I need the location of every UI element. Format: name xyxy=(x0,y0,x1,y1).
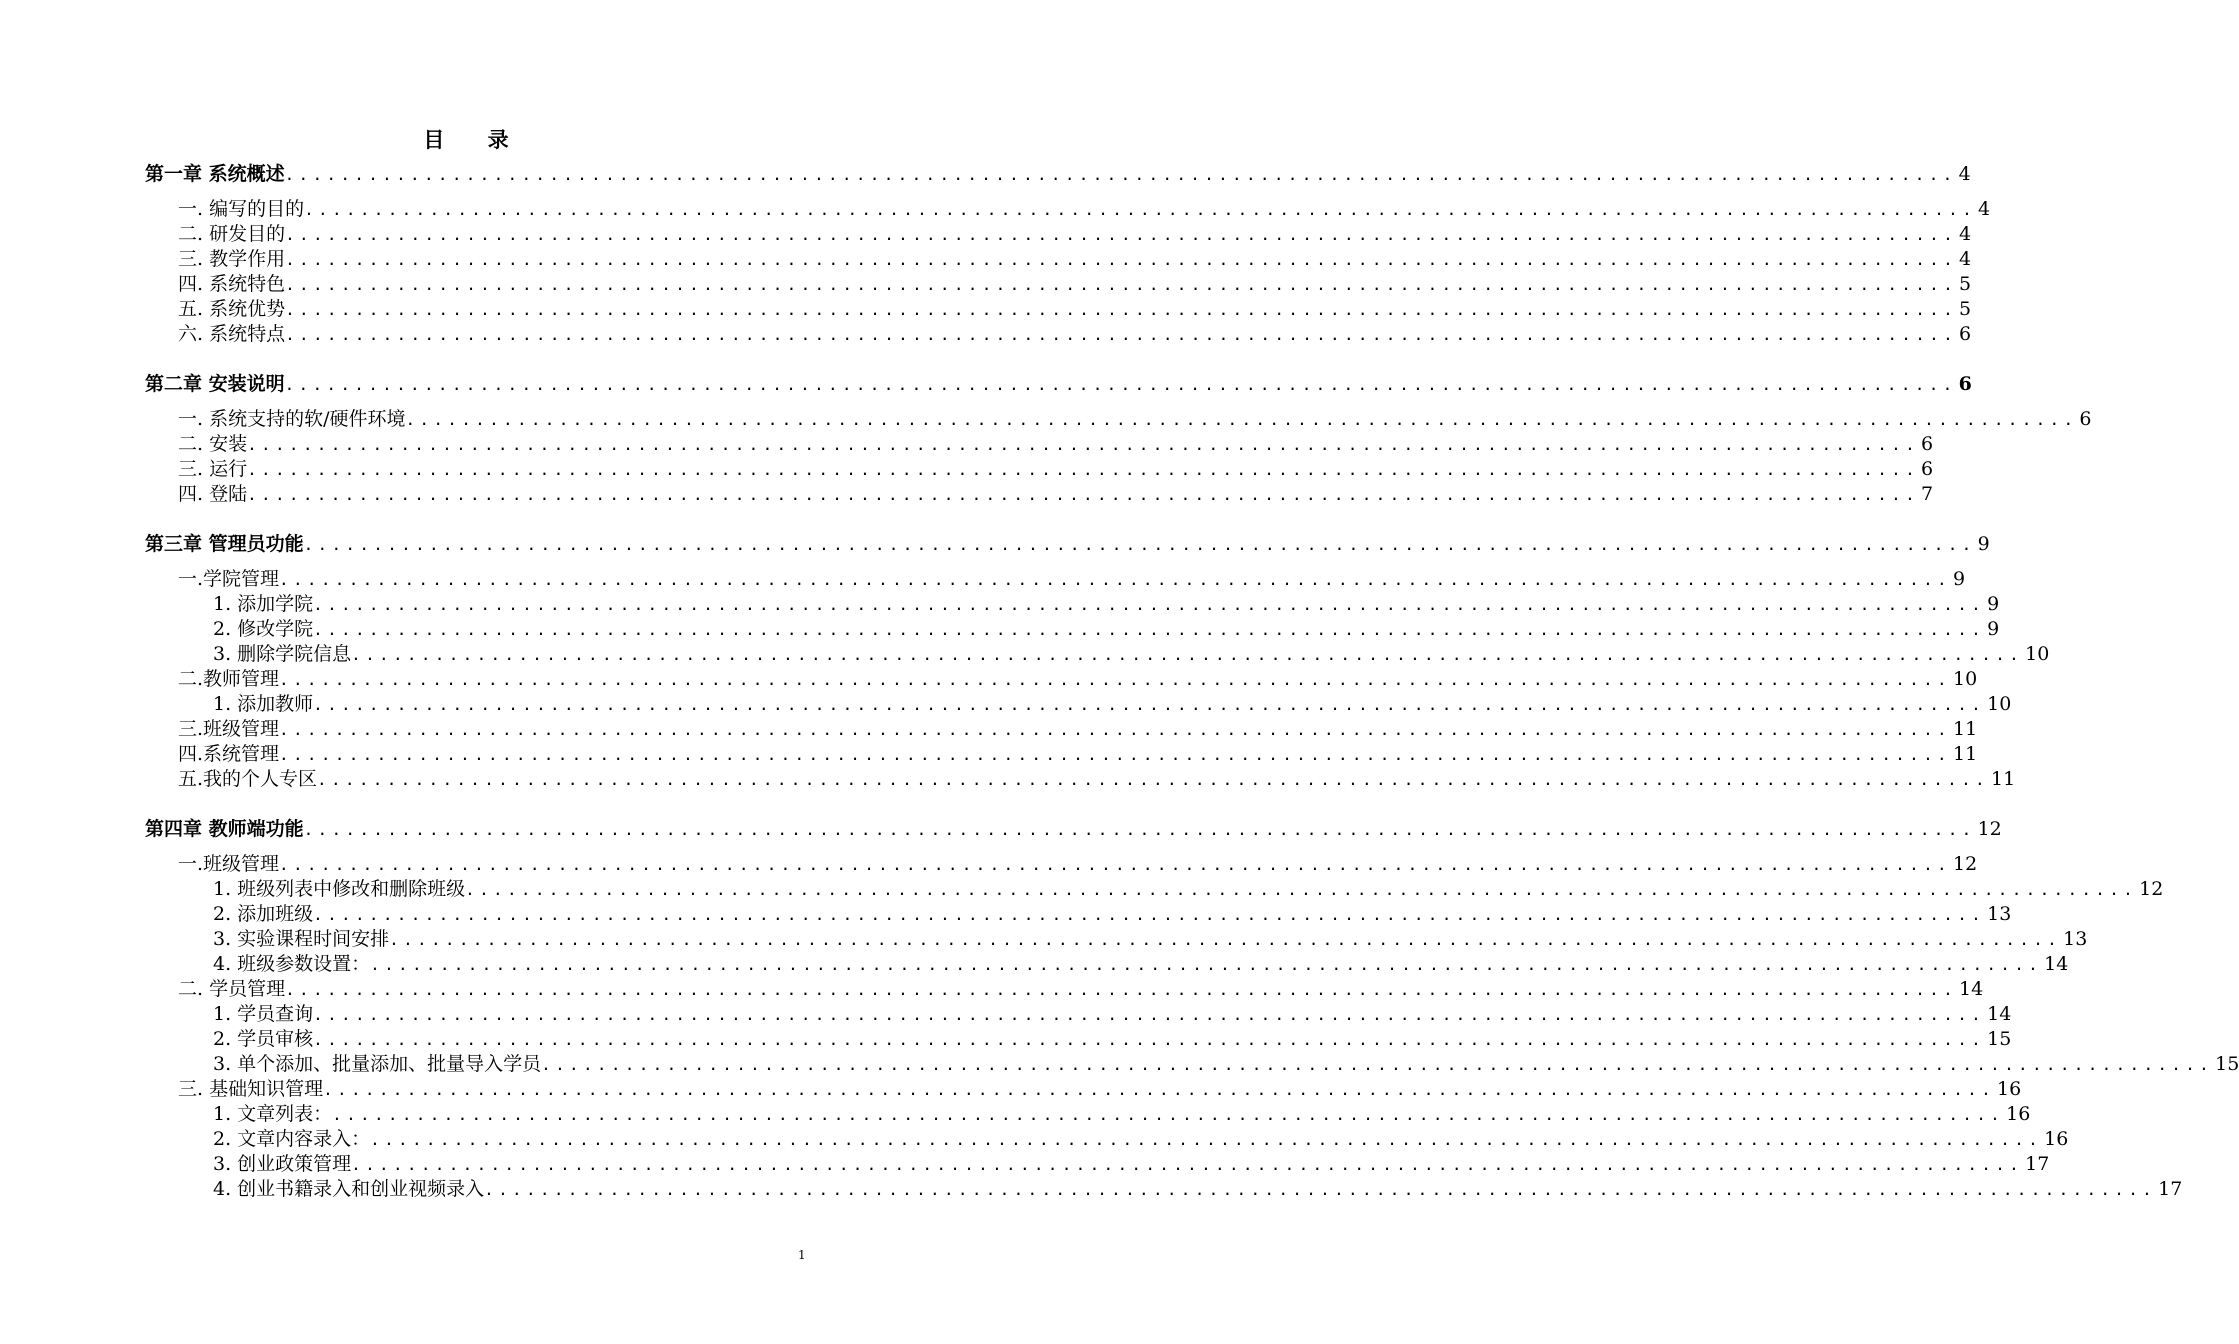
dot-leader: ........................................................................................................................ xyxy=(370,1130,2043,1149)
toc-entry-page: 10 xyxy=(1952,668,1978,690)
toc-entry-page: 14 xyxy=(1987,1003,2012,1025)
dot-leader: ........................................................................................................................ xyxy=(313,1030,1986,1049)
dot-leader: ........................................................................................................................ xyxy=(313,905,1986,924)
toc-entry-label: 四. 系统特色 xyxy=(178,273,286,295)
toc-entry xyxy=(213,1102,2031,1127)
toc-entry-label: 一. 系统支持的软/硬件环境 xyxy=(178,408,406,430)
dot-leader: ........................................................................................................................ xyxy=(247,460,1920,479)
toc-entry-page: 4 xyxy=(1958,163,1971,185)
toc-entry-label: 第二章 安装说明 xyxy=(145,373,285,395)
dot-leader: ........................................................................................................................ xyxy=(313,620,1986,639)
toc-entry xyxy=(178,1077,2022,1102)
toc-entry-page: 6 xyxy=(1921,458,1934,480)
toc-entry xyxy=(178,977,1984,1002)
toc-entry-label: 1. 添加学院 xyxy=(213,593,314,615)
dot-leader: ........................................................................................................................ xyxy=(351,645,2024,664)
toc-entry-page: 17 xyxy=(2158,1178,2183,1200)
dot-leader: ........................................................................................................................ xyxy=(279,720,1951,739)
toc-entry xyxy=(213,927,2088,952)
toc-entry xyxy=(178,567,1966,592)
dot-leader: ........................................................................................................................ xyxy=(313,1005,1986,1024)
toc-entry-page: 16 xyxy=(1997,1078,2022,1100)
toc-entry-label: 3. 实验课程时间安排 xyxy=(213,928,390,950)
toc-entry-page: 14 xyxy=(1959,978,1984,1000)
toc-entry-page: 6 xyxy=(1921,433,1934,455)
toc-entry-label: 二. 安装 xyxy=(178,433,248,455)
toc-entry-label: 五. 系统优势 xyxy=(178,298,286,320)
toc-entry-page: 13 xyxy=(1987,903,2012,925)
toc-entry xyxy=(178,272,1972,297)
dot-leader: ........................................................................................................................ xyxy=(279,670,1951,689)
dot-leader: ........................................................................................................................ xyxy=(285,325,1958,344)
toc-entry-label: 2. 修改学院 xyxy=(213,618,314,640)
toc-entry-label: 三. 运行 xyxy=(178,458,248,480)
toc-entry-page: 6 xyxy=(1959,323,1972,345)
toc-entry-label: 三.班级管理 xyxy=(178,718,280,740)
toc-entry-label: 3. 创业政策管理 xyxy=(213,1153,352,1175)
toc-entry-page: 10 xyxy=(2025,643,2050,665)
toc-entry-page: 17 xyxy=(2025,1153,2050,1175)
dot-leader: ........................................................................................................................ xyxy=(541,1055,2214,1074)
toc-entry-label: 1. 文章列表： xyxy=(213,1103,333,1125)
toc-chapter-entry xyxy=(145,372,1972,397)
dot-leader: ........................................................................................................................ xyxy=(285,225,1958,244)
toc-entry-page: 6 xyxy=(1958,373,1972,395)
toc-entry-label: 二.教师管理 xyxy=(178,668,280,690)
toc-entry xyxy=(178,742,1978,767)
toc-entry xyxy=(213,902,2012,927)
toc-entry-page: 9 xyxy=(1987,593,2000,615)
dot-leader: ........................................................................................................................ xyxy=(279,855,1951,874)
dot-leader: ........................................................................................................................ xyxy=(351,1155,2024,1174)
toc-entry xyxy=(213,952,2069,977)
toc-entry xyxy=(178,852,1978,877)
toc-entry xyxy=(213,592,2000,617)
toc-entry-label: 2. 添加班级 xyxy=(213,903,314,925)
toc-entry-label: 2. 文章内容录入： xyxy=(213,1128,371,1150)
dot-leader: ........................................................................................................................ xyxy=(323,1080,1996,1099)
dot-leader: ........................................................................................................................ xyxy=(370,955,2043,974)
toc-entry xyxy=(213,1027,2012,1052)
dot-leader: ........................................................................................................................ xyxy=(279,745,1951,764)
toc-entry xyxy=(213,692,2012,717)
toc-entry-label: 4. 班级参数设置： xyxy=(213,953,371,975)
toc-entry-page: 4 xyxy=(1959,248,1972,270)
dot-leader: ........................................................................................................................ xyxy=(285,250,1958,269)
toc-entry-label: 三. 教学作用 xyxy=(178,248,286,270)
toc-entry-label: 1. 班级列表中修改和删除班级 xyxy=(213,878,466,900)
dot-leader: ........................................................................................................................ xyxy=(317,770,1989,789)
dot-leader: ........................................................................................................................ xyxy=(313,595,1986,614)
toc-entry-label: 一.学院管理 xyxy=(178,568,280,590)
toc-entry-page: 12 xyxy=(1977,818,2002,840)
dot-leader: ........................................................................................................................ xyxy=(304,200,1977,219)
toc-entry-label: 第三章 管理员功能 xyxy=(145,533,304,555)
toc-entry-label: 二. 研发目的 xyxy=(178,223,286,245)
toc-entry xyxy=(213,617,2000,642)
toc-entry-label: 1. 学员查询 xyxy=(213,1003,314,1025)
dot-leader: ........................................................................................................................ xyxy=(465,880,2138,899)
dot-leader: ........................................................................................................................ xyxy=(332,1105,2005,1124)
toc-entry-page: 11 xyxy=(1952,743,1978,765)
toc-entry-label: 3. 单个添加、批量添加、批量导入学员 xyxy=(213,1053,542,1075)
toc-entry-label: 六. 系统特点 xyxy=(178,323,286,345)
toc-entry xyxy=(213,642,2050,667)
toc-entry-page: 9 xyxy=(1952,568,1966,590)
toc-entry-page: 14 xyxy=(2044,953,2069,975)
toc-entry xyxy=(213,1152,2050,1177)
dot-leader: ........................................................................................................................ xyxy=(247,485,1920,504)
dot-leader: ........................................................................................................................ xyxy=(285,980,1958,999)
dot-leader: ........................................................................................................................ xyxy=(285,300,1958,319)
dot-leader: ........................................................................................................................ xyxy=(279,570,1951,589)
dot-leader: ........................................................................................................................ xyxy=(313,695,1986,714)
toc-entry xyxy=(178,222,1972,247)
toc-entry xyxy=(213,1052,2239,1077)
toc-entry-label: 二. 学员管理 xyxy=(178,978,286,1000)
toc-entry-page: 13 xyxy=(2063,928,2088,950)
toc-entry xyxy=(178,322,1972,347)
toc-entry-label: 一. 编写的目的 xyxy=(178,198,305,220)
toc-entry-label: 五.我的个人专区 xyxy=(178,768,318,790)
toc-entry-page: 4 xyxy=(1959,223,1972,245)
toc-entry xyxy=(178,297,1972,322)
toc-entry-page: 4 xyxy=(1978,198,1991,220)
dot-leader: ........................................................................................................................ xyxy=(303,820,1976,839)
toc-chapter-entry xyxy=(145,817,2002,842)
toc-entry-page: 11 xyxy=(1990,768,2016,790)
toc-entry-page: 7 xyxy=(1921,483,1934,505)
toc-entry xyxy=(178,457,1934,482)
dot-leader: ........................................................................................................................ xyxy=(284,375,1957,394)
toc-entry-label: 第四章 教师端功能 xyxy=(145,818,304,840)
toc-entry xyxy=(178,667,1978,692)
toc-entry-label: 4. 创业书籍录入和创业视频录入 xyxy=(213,1178,485,1200)
toc-entry-page: 16 xyxy=(2044,1128,2069,1150)
toc-chapter-entry xyxy=(145,162,1971,187)
toc-entry-label: 2. 学员审核 xyxy=(213,1028,314,1050)
toc-entry xyxy=(213,1177,2183,1202)
dot-leader: ........................................................................................................................ xyxy=(247,435,1920,454)
toc-entry-label: 三. 基础知识管理 xyxy=(178,1078,324,1100)
toc-entry-label: 四. 登陆 xyxy=(178,483,248,505)
toc-entry-page: 6 xyxy=(2079,408,2092,430)
toc-entry-label: 3. 删除学院信息 xyxy=(213,643,352,665)
toc-chapter-entry xyxy=(145,532,1990,557)
toc-entry-page: 5 xyxy=(1959,298,1972,320)
toc-entry-label: 四.系统管理 xyxy=(178,743,280,765)
toc-entry-label: 一.班级管理 xyxy=(178,853,280,875)
toc-entry xyxy=(178,407,2092,432)
toc-entry-label: 1. 添加教师 xyxy=(213,693,314,715)
toc-entry xyxy=(178,247,1972,272)
toc-entry-page: 15 xyxy=(2215,1053,2239,1075)
toc-entry xyxy=(178,717,1978,742)
dot-leader: ........................................................................................................................ xyxy=(303,535,1976,554)
toc-entry-page: 12 xyxy=(1952,853,1978,875)
toc-entry xyxy=(178,432,1934,457)
toc-entry-page: 16 xyxy=(2006,1103,2031,1125)
toc-entry xyxy=(178,482,1934,507)
dot-leader: ........................................................................................................................ xyxy=(484,1180,2157,1199)
toc-title: 目 录 xyxy=(423,127,527,152)
page-number: 1 xyxy=(798,1248,806,1262)
toc-entry-page: 15 xyxy=(1987,1028,2012,1050)
toc-entry xyxy=(213,877,2164,902)
toc-entry-page: 10 xyxy=(1987,693,2012,715)
dot-leader: ........................................................................................................................ xyxy=(405,410,2078,429)
dot-leader: ........................................................................................................................ xyxy=(389,930,2062,949)
toc-entry-page: 11 xyxy=(1952,718,1978,740)
toc-entry-label: 第一章 系统概述 xyxy=(145,163,285,185)
toc-entry-page: 9 xyxy=(1987,618,2000,640)
toc-entry-page: 9 xyxy=(1977,533,1990,555)
dot-leader: ........................................................................................................................ xyxy=(285,275,1958,294)
toc-entry xyxy=(213,1127,2069,1152)
toc-entry xyxy=(178,197,1991,222)
toc-entry xyxy=(178,767,2016,792)
toc-entry-page: 5 xyxy=(1959,273,1972,295)
dot-leader: ........................................................................................................................ xyxy=(284,165,1957,184)
toc-entry xyxy=(213,1002,2012,1027)
toc-entry-page: 12 xyxy=(2139,878,2164,900)
